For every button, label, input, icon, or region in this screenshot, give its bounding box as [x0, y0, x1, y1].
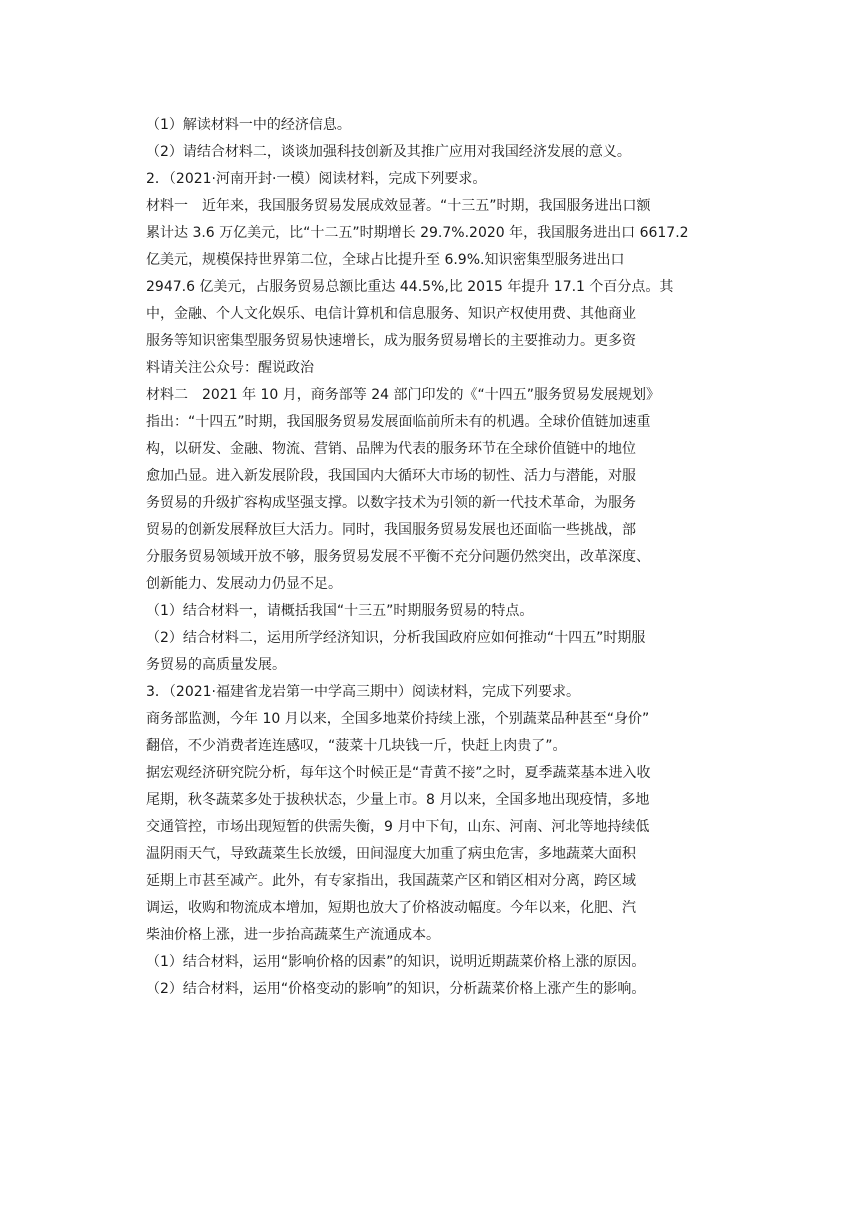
material-2-line: 材料二 2021 年 10 月，商务部等 24 部门印发的《“十四五”服务贸易发展规划》	[146, 387, 661, 403]
material-2-line: 指出：“十四五”时期，我国服务贸易发展面临前所未有的机遇。全球价值链加速重	[146, 414, 651, 430]
question-1-2-text: （2）请结合材料二，谈谈加强科技创新及其推广应用对我国经济发展的意义。	[146, 144, 631, 160]
material-2-line: 分服务贸易领域开放不够，服务贸易发展不平衡不充分问题仍然突出，改革深度、	[146, 549, 650, 565]
material-2-line: 愈加凸显。进入新发展阶段，我国国内大循环大市场的韧性、活力与潜能，对服	[146, 468, 636, 484]
material-1-line: 亿美元，规模保持世界第二位，全球占比提升至 6.9%.知识密集型服务进出口	[146, 252, 625, 268]
material-3-line: 柴油价格上涨，进一步抬高蔬菜生产流通成本。	[146, 927, 440, 943]
material-2-line: 创新能力、发展动力仍显不足。	[146, 576, 342, 592]
material-1-line: 2947.6 亿美元，占服务贸易总额比重达 44.5%,比 2015 年提升 17.1 个百分点。其	[146, 279, 674, 295]
question-2-heading: 2．（2021·河南开封·一模）阅读材料，完成下列要求。	[146, 171, 487, 187]
material-1-line: 中，金融、个人文化娱乐、电信计算机和信息服务、知识产权使用费、其他商业	[146, 306, 636, 322]
material-3-line: 延期上市甚至减产。此外，有专家指出，我国蔬菜产区和销区相对分离，跨区域	[146, 873, 636, 889]
material-1-line: 材料一 近年来，我国服务贸易发展成效显著。“十三五”时期，我国服务进出口额	[146, 198, 651, 214]
question-2-2-text: （2）结合材料二，运用所学经济知识，分析我国政府应如何推动“十四五”时期服	[146, 630, 646, 646]
material-3-line: 据宏观经济研究院分析，每年这个时候正是“青黄不接”之时，夏季蔬菜基本进入收	[146, 765, 651, 781]
question-2-1-text: （1）结合材料一，请概括我国“十三五”时期服务贸易的特点。	[146, 603, 534, 619]
material-2-line: 贸易的创新发展释放巨大活力。同时，我国服务贸易发展也还面临一些挑战，部	[146, 522, 636, 538]
material-1-line: 料请关注公众号：醒说政治	[146, 360, 314, 376]
material-3-line: 商务部监测，今年 10 月以来，全国多地菜价持续上涨，个别蔬菜品种甚至“身价”	[146, 711, 650, 727]
material-3-line: 温阴雨天气，导致蔬菜生长放缓，田间湿度大加重了病虫危害，多地蔬菜大面积	[146, 846, 636, 862]
material-1-line: 累计达 3.6 万亿美元，比“十二五”时期增长 29.7%.2020 年，我国服务进出口 6617.2	[146, 225, 689, 241]
question-3-2-text: （2）结合材料，运用“价格变动的影响”的知识，分析蔬菜价格上涨产生的影响。	[146, 981, 646, 997]
question-2-2-text: 务贸易的高质量发展。	[146, 657, 286, 673]
material-2-line: 构，以研发、金融、物流、营销、品牌为代表的服务环节在全球价值链中的地位	[146, 441, 636, 457]
material-1-line: 服务等知识密集型服务贸易快速增长，成为服务贸易增长的主要推动力。更多资	[146, 333, 636, 349]
material-3-line: 调运，收购和物流成本增加，短期也放大了价格波动幅度。今年以来，化肥、汽	[146, 900, 636, 916]
material-3-line: 交通管控，市场出现短暂的供需失衡，9 月中下旬，山东、河南、河北等地持续低	[146, 819, 650, 835]
material-3-line: 翻倍，不少消费者连连感叹，“菠菜十几块钱一斤，快赶上肉贵了”。	[146, 738, 567, 754]
document-body	[146, 112, 720, 1003]
question-3-heading: 3．（2021·福建省龙岩第一中学高三期中）阅读材料，完成下列要求。	[146, 684, 580, 700]
material-3-line: 尾期，秋冬蔬菜多处于拔秧状态，少量上市。8 月以来，全国多地出现疫情，多地	[146, 792, 650, 808]
material-2-line: 务贸易的升级扩容构成坚强支撑。以数字技术为引领的新一代技术革命，为服务	[146, 495, 636, 511]
question-1-1-text: （1）解读材料一中的经济信息。	[146, 117, 351, 133]
question-3-1-text: （1）结合材料，运用“影响价格的因素”的知识，说明近期蔬菜价格上涨的原因。	[146, 954, 646, 970]
